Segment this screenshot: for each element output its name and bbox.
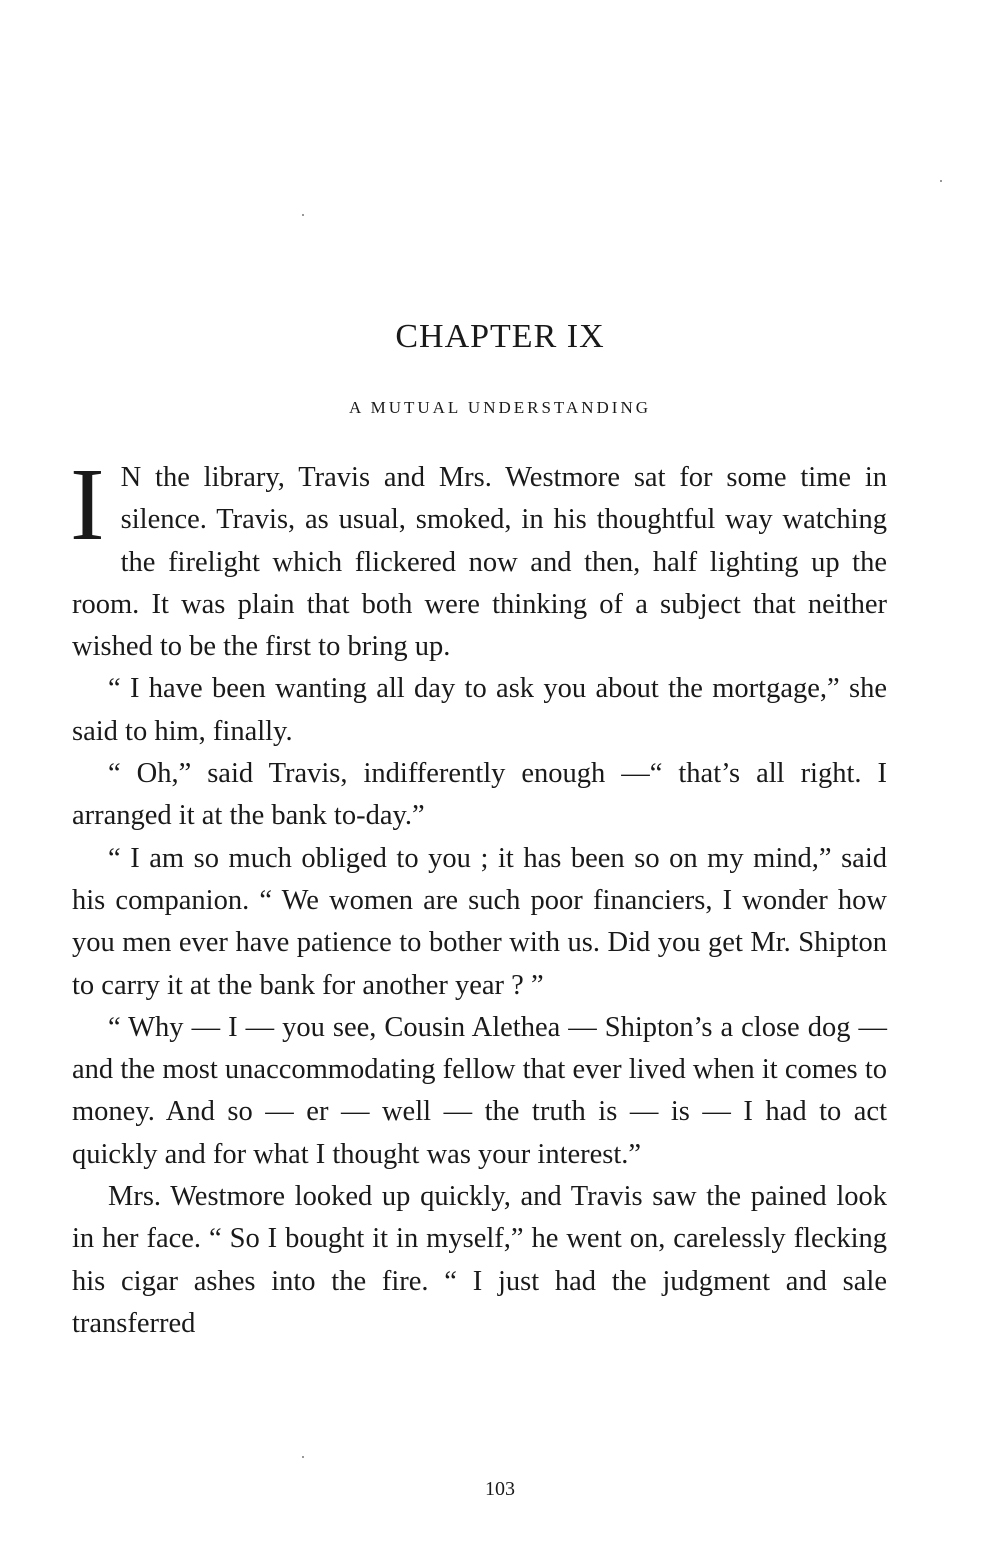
paragraph: “ Why — I — you see, Cousin Alethea — Shipton’s a close dog — and the most unaccommodating fellow that ever lived when it comes to money. And so — er — well — the truth is — is — I had to act quickly and for what I thought was your interest.”: [72, 1011, 887, 1170]
paragraph: “ I am so much obliged to you ; it has been so on my mind,” said his companion. “ We women are such poor financiers, I wonder how you men ever have patience to bother with us. Did you get Mr. Shipton to carry it at the bank for another year ? ”: [72, 842, 887, 1001]
paragraph: [70, 447, 887, 668]
chapter-subtitle: A MUTUAL UNDERSTANDING: [349, 398, 651, 417]
paragraph: Mrs. Westmore looked up quickly, and Travis saw the pained look in her face. “ So I bought it in myself,” he went on, carelessly flecking his cigar ashes into the fire. “ I just had the judgment and sale transferred: [72, 1181, 887, 1339]
paragraph: “ I have been wanting all day to ask you about the mortgage,” she said to him, finally.: [72, 673, 887, 747]
paragraph: “ Oh,” said Travis, indifferently enough —“ that’s all right. I arranged it at the bank to-day.”: [72, 758, 887, 832]
paper-speck: [302, 214, 304, 216]
paragraph-text: N the library, Travis and Mrs. Westmore sat for some time in silence. Travis, as usual, smoked, in his thoughtful way watching the firelight which flickered now and then, half lighting up the room. It was plain that both were thinking of a subject that neither wished to be the first to bring up.: [72, 462, 887, 663]
paper-speck: [940, 180, 942, 182]
drop-cap: I: [70, 447, 105, 562]
page-number: 103: [485, 1478, 515, 1500]
paper-speck: [302, 1456, 304, 1458]
chapter-title: CHAPTER IX: [395, 318, 605, 355]
body-text: [70, 447, 887, 1345]
